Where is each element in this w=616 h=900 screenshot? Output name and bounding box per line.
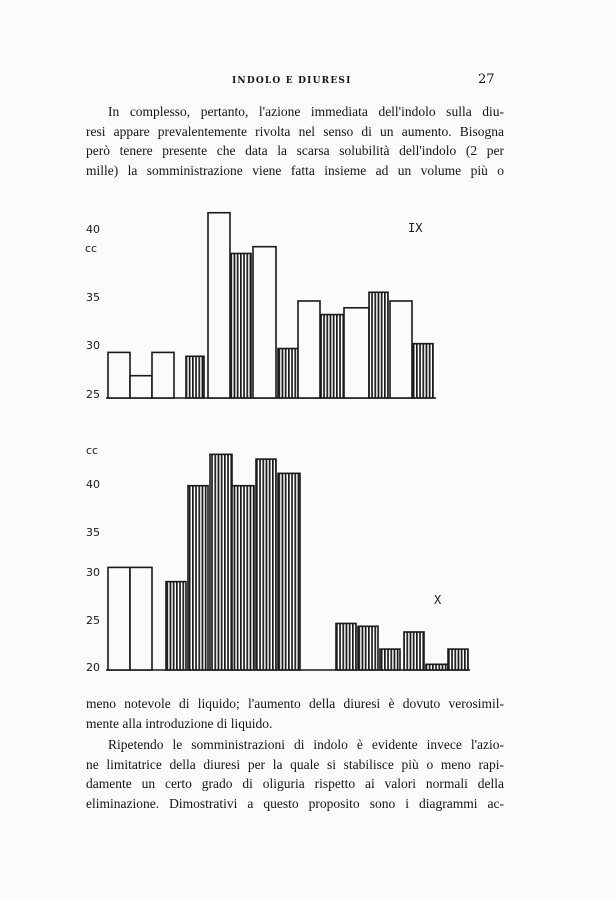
y-tick-label: 35	[86, 526, 100, 539]
bar-hatched	[413, 344, 433, 398]
bar-plain	[253, 247, 276, 398]
text-line: però tenere presente che data la scarsa solubilità dell'indolo (2 per	[86, 143, 504, 158]
text-line: In complesso, pertanto, l'azione immediata dell'indolo sulla diu-	[108, 104, 504, 119]
bar-hatched	[321, 315, 344, 398]
text-line: eliminazione. Dimostrativi a questo proposito sono i diagrammi ac-	[86, 795, 504, 811]
figure-label: X	[434, 593, 442, 607]
bar-plain	[390, 301, 412, 398]
y-tick-label: 30	[86, 566, 100, 579]
chart-ix	[85, 213, 436, 401]
bar-plain	[298, 301, 320, 398]
y-tick-label: 35	[86, 291, 100, 304]
text-line: ne limitatrice della diuresi per la quale si stabilisce più o meno rapi-	[86, 756, 504, 772]
bar-plain	[344, 308, 369, 398]
bar-hatched	[232, 486, 254, 670]
text-line: damente un certo grado di oliguria rispetto ai valori normali della	[86, 776, 504, 791]
bar-hatched	[278, 349, 298, 398]
y-tick-label: 25	[86, 614, 100, 627]
y-tick-label: 20	[86, 661, 100, 674]
text-line: mille) la somministrazione viene fatta insieme ad un volume più o	[86, 162, 504, 178]
paragraph-continuation	[86, 694, 504, 733]
y-tick-label: 25	[86, 388, 100, 401]
bar-hatched	[256, 459, 276, 670]
bar-plain	[130, 567, 152, 670]
text-line: meno notevole di liquido; l'aumento della diuresi è dovuto verosimil-	[86, 696, 504, 711]
bar-hatched	[210, 454, 232, 670]
bar-hatched	[404, 632, 424, 670]
bar-plain	[108, 567, 130, 670]
unit-label: cc	[85, 242, 98, 255]
y-tick-label: 40	[86, 478, 100, 491]
figure-label: IX	[408, 221, 423, 235]
bar-hatched	[278, 473, 300, 670]
bar-plain	[130, 376, 152, 398]
bar-plain	[108, 352, 130, 398]
bar-hatched	[380, 649, 400, 670]
bar-hatched	[448, 649, 468, 670]
y-tick-label: 40	[86, 223, 100, 236]
unit-label: cc	[86, 444, 99, 457]
bar-hatched	[166, 582, 186, 670]
bar-plain	[152, 352, 174, 398]
bar-hatched	[336, 623, 356, 670]
text-line: Ripetendo le somministrazioni di indolo è evidente invece l'azio-	[108, 737, 504, 752]
y-tick-label: 30	[86, 339, 100, 352]
bar-plain	[208, 213, 230, 398]
paragraph-next	[86, 735, 504, 813]
page-number: 27	[478, 72, 495, 87]
bar-hatched	[188, 486, 208, 670]
running-header: INDOLO E DIURESI	[232, 76, 352, 86]
text-line: mente alla introduzione di liquido.	[86, 715, 273, 731]
bar-hatched	[426, 664, 448, 670]
chart-x	[86, 444, 470, 674]
bar-hatched	[186, 356, 204, 398]
bar-hatched	[369, 292, 388, 398]
bar-hatched	[358, 626, 378, 670]
bar-hatched	[231, 253, 251, 398]
text-line: resi appare prevalentemente rivolta nel senso di un aumento. Bisogna	[86, 123, 504, 139]
